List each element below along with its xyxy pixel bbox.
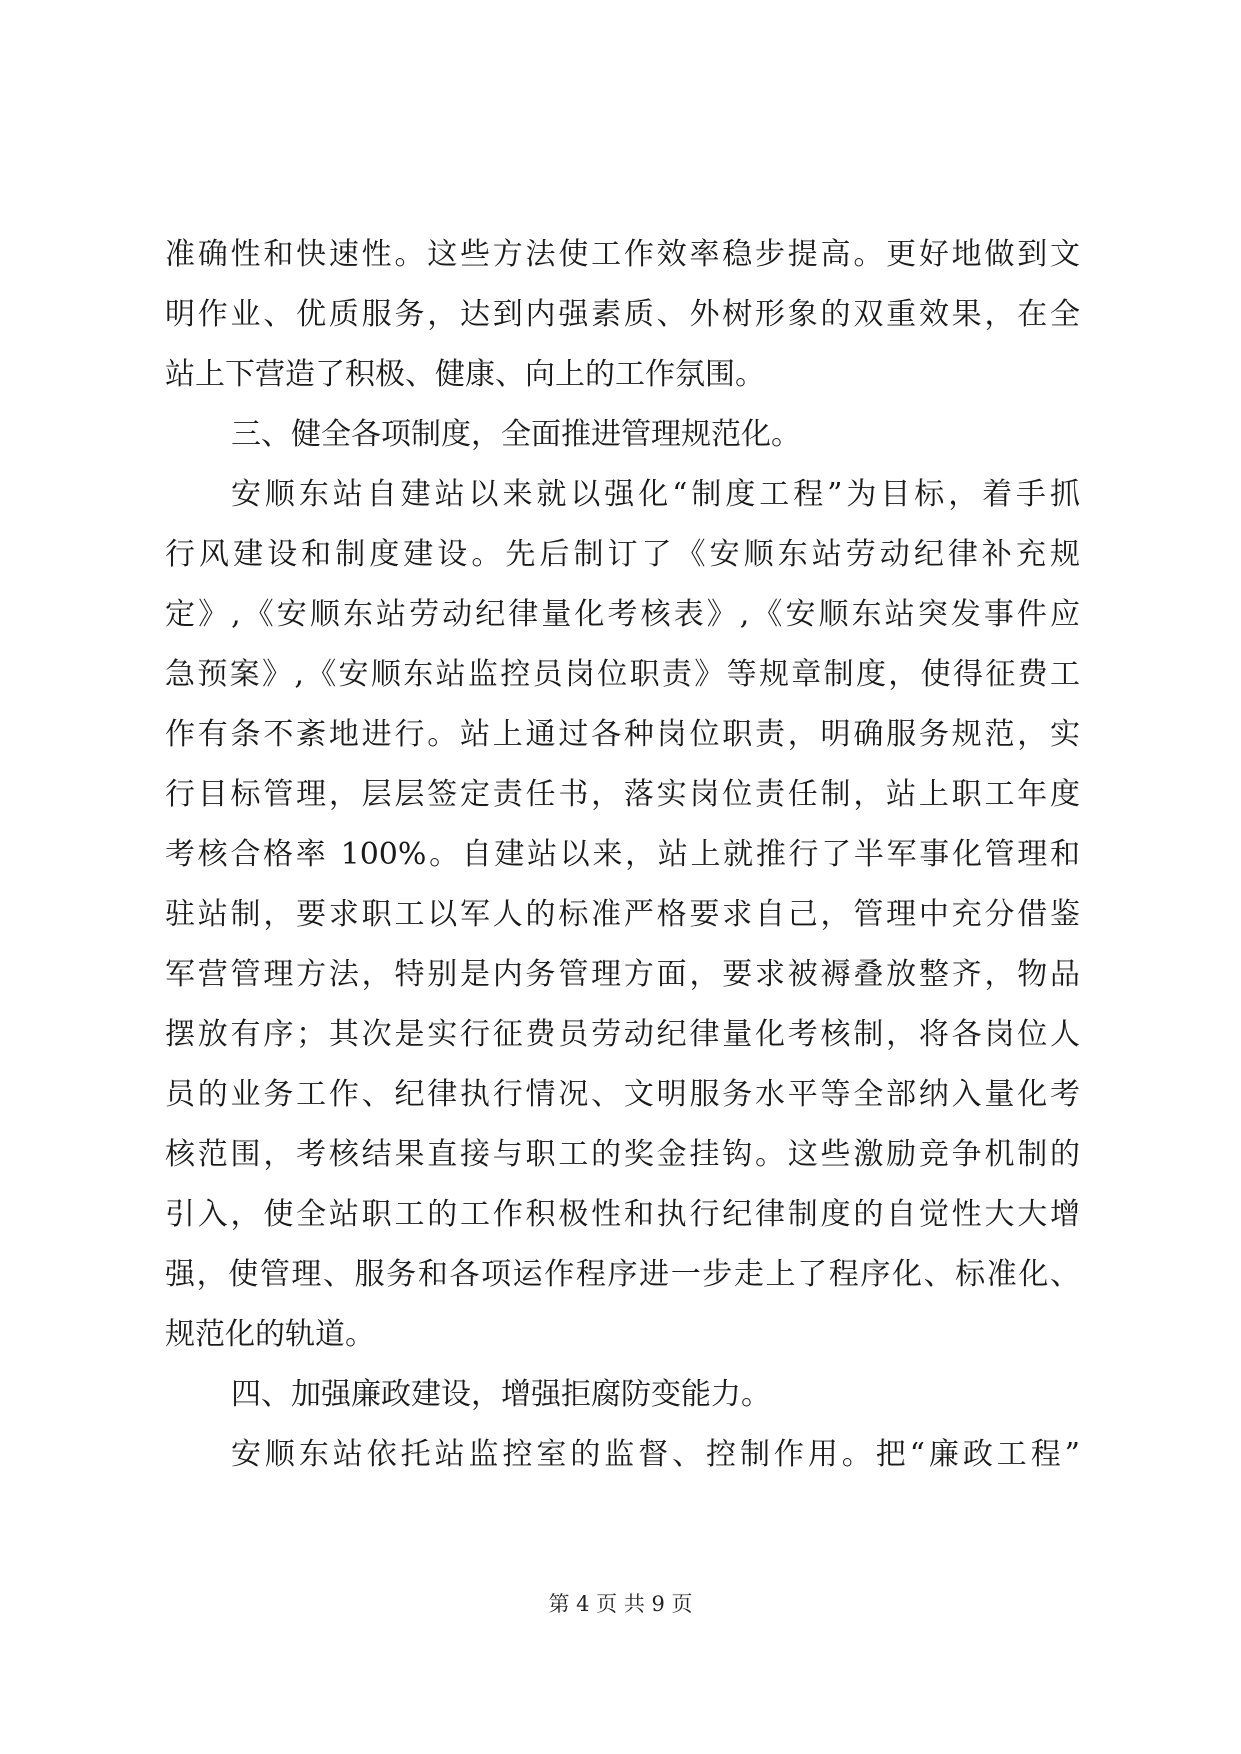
text-line: 四、加强廉政建设，增强拒腐防变能力。 bbox=[231, 1377, 771, 1412]
text-line: 行风建设和制度建设。先后制订了《安顺东站劳动纪律补充规 bbox=[165, 537, 1080, 572]
text-line: 规范化的轨道。 bbox=[165, 1317, 375, 1352]
text-line: 作有条不紊地进行。站上通过各种岗位职责，明确服务规范，实 bbox=[165, 717, 1080, 752]
text-line: 驻站制，要求职工以军人的标准严格要求自己，管理中充分借鉴 bbox=[165, 897, 1080, 932]
text-line: 急预案》,《安顺东站监控员岗位职责》等规章制度，使得征费工 bbox=[165, 657, 1080, 692]
page-footer: 第 4 页 共 9 页 bbox=[548, 1592, 693, 1616]
text-line: 准确性和快速性。这些方法使工作效率稳步提高。更好地做到文 bbox=[165, 237, 1080, 272]
text-line: 站上下营造了积极、健康、向上的工作氛围。 bbox=[165, 357, 765, 392]
text-line: 核范围，考核结果直接与职工的奖金挂钩。这些激励竞争机制的 bbox=[165, 1137, 1080, 1172]
text-line: 摆放有序；其次是实行征费员劳动纪律量化考核制，将各岗位人 bbox=[165, 1017, 1080, 1052]
text-line: 三、健全各项制度，全面推进管理规范化。 bbox=[231, 417, 801, 452]
text-line: 引入，使全站职工的工作积极性和执行纪律制度的自觉性大大增 bbox=[165, 1197, 1080, 1232]
text-line: 考核合格率 100%。自建站以来，站上就推行了半军事化管理和 bbox=[165, 837, 1080, 872]
text-line: 安顺东站自建站以来就以强化“制度工程”为目标，着手抓 bbox=[231, 477, 1080, 512]
text-line: 员的业务工作、纪律执行情况、文明服务水平等全部纳入量化考 bbox=[165, 1077, 1080, 1112]
text-line: 定》,《安顺东站劳动纪律量化考核表》,《安顺东站突发事件应 bbox=[165, 597, 1080, 632]
text-line: 明作业、优质服务，达到内强素质、外树形象的双重效果，在全 bbox=[165, 297, 1080, 332]
text-line: 行目标管理，层层签定责任书，落实岗位责任制，站上职工年度 bbox=[165, 777, 1080, 812]
text-line: 强，使管理、服务和各项运作程序进一步走上了程序化、标准化、 bbox=[165, 1257, 1080, 1292]
document-body bbox=[165, 225, 1080, 1485]
text-line: 军营管理方法，特别是内务管理方面，要求被褥叠放整齐，物品 bbox=[165, 957, 1080, 992]
text-line: 安顺东站依托站监控室的监督、控制作用。把“廉政工程” bbox=[231, 1437, 1080, 1472]
